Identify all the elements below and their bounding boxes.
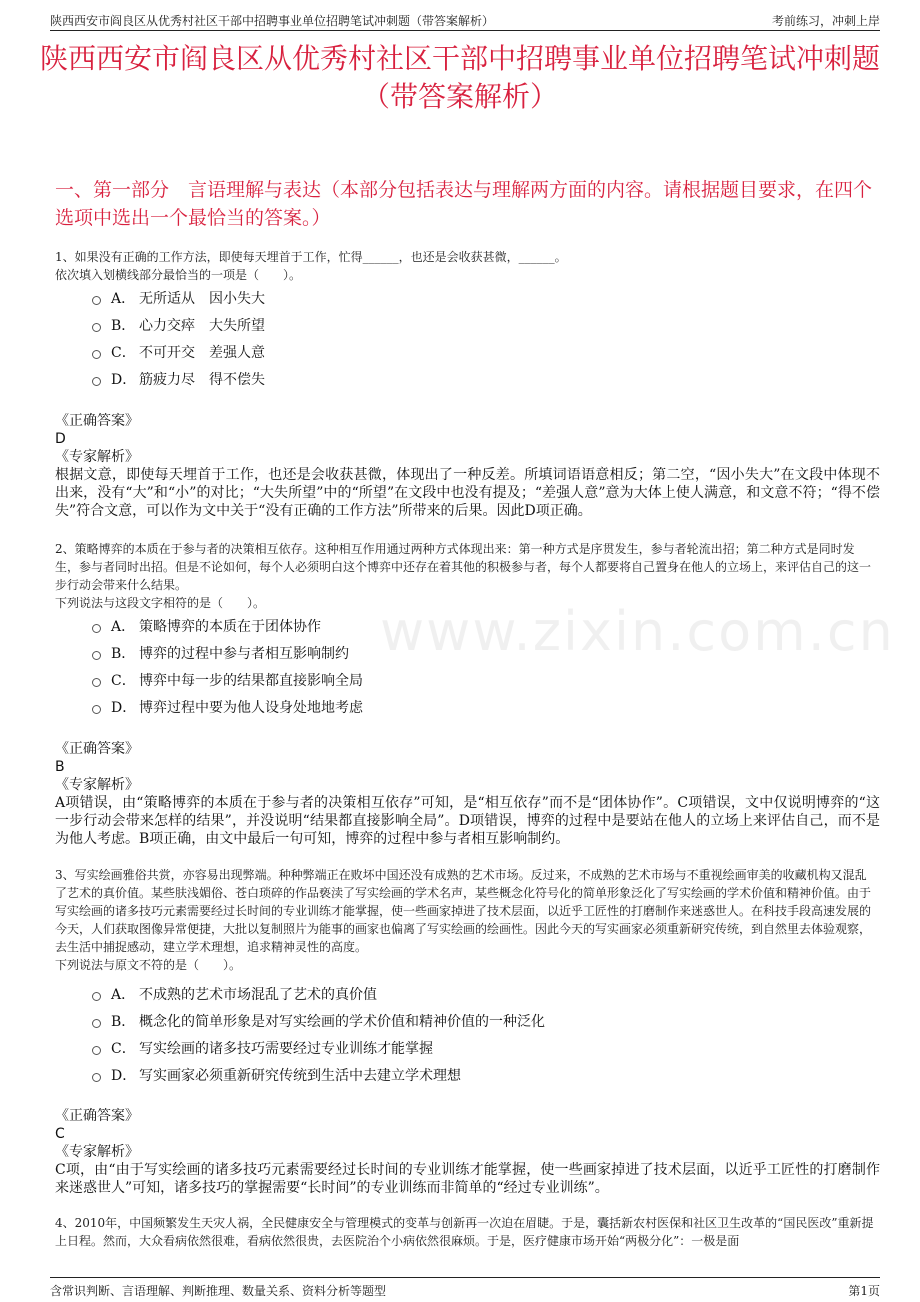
option-a[interactable] <box>92 612 875 639</box>
question-prompt: 下列说法与原文不符的是（ ）。 <box>55 958 242 972</box>
answer-label: 《正确答案》 <box>55 413 139 429</box>
radio-icon[interactable] <box>92 296 101 305</box>
answer-label: 《正确答案》 <box>55 1108 139 1124</box>
question-prompt: 依次填入划横线部分最恰当的一项是（ ）。 <box>55 268 302 282</box>
radio-icon[interactable] <box>92 624 101 633</box>
question-1-options <box>92 284 875 392</box>
question-1-answer-block <box>55 412 880 520</box>
question-1 <box>55 248 875 284</box>
option-text: 博弈中每一步的结果都直接影响全局 <box>139 672 363 689</box>
option-d[interactable] <box>92 1061 875 1088</box>
option-d[interactable] <box>92 365 875 392</box>
header-right-text: 考前练习，冲刺上岸 <box>771 14 880 28</box>
option-d[interactable] <box>92 693 875 720</box>
page-number: 第1页 <box>848 1284 880 1298</box>
option-letter: C． <box>111 1040 136 1057</box>
question-3-options <box>92 980 875 1088</box>
option-c[interactable] <box>92 338 875 365</box>
option-letter: D． <box>111 371 137 388</box>
option-b[interactable] <box>92 639 875 666</box>
question-stem: 4、2010年，中国频繁发生天灾人祸，全民健康安全与管理模式的变革与创新再一次迫在眉睫。于是，囊括新农村医保和社区卫生改革的“国民医改”重新提上日程。然而，大众看病依然很难，看病依然很贵，去医院治个小病依然很麻烦。于是，医疗健康市场开始“两极分化”：一极是面 <box>55 1216 874 1248</box>
option-letter: B． <box>111 645 136 662</box>
page-header <box>50 0 880 31</box>
option-a[interactable] <box>92 284 875 311</box>
option-c[interactable] <box>92 666 875 693</box>
option-a[interactable] <box>92 980 875 1007</box>
radio-icon[interactable] <box>92 651 101 660</box>
option-text: 写实绘画的诸多技巧需要经过专业训练才能掌握 <box>139 1040 433 1057</box>
option-letter: D． <box>111 1067 137 1084</box>
analysis-text: A项错误，由“策略博弈的本质在于参与者的决策相互依存”可知，是“相互依存”而不是“团体协作”。C项错误，文中仅说明博弈的“这一步行动会带来怎样的结果”，并没说明“结果都直接影响全局”。D项错误，博弈的过程中是要站在他人的立场上来评估自己，而不是为他人考虑。B项正确，由文中最后一句可知，博弈的过程中参与者相互影响制约。 <box>55 795 880 847</box>
question-stem: 1、如果没有正确的工作方法，即使每天埋首于工作，忙得______，也还是会收获甚微，______。 <box>55 250 567 264</box>
section-heading: 一、第一部分 言语理解与表达（本部分包括表达与理解两方面的内容。请根据题目要求，在四个选项中选出一个最恰当的答案。） <box>55 179 873 229</box>
option-text: 写实画家必须重新研究传统到生活中去建立学术理想 <box>139 1067 461 1084</box>
answer-value: C <box>55 1126 65 1142</box>
question-2-options <box>92 612 875 720</box>
option-text: 博弈过程中要为他人设身处地地考虑 <box>139 699 363 716</box>
radio-icon[interactable] <box>92 1019 101 1028</box>
option-text: 策略博弈的本质在于团体协作 <box>139 618 321 635</box>
analysis-text: 根据文意，即使每天埋首于工作，也还是会收获甚微，体现出了一种反差。所填词语语意相反；第二空，“因小失大”在文段中体现不出来，没有“大”和“小”的对比；“大失所望”中的“所望”在文段中也没有提及；“差强人意”意为大体上使人满意，和文意不符；“得不偿失”符合文意，可以作为文中关于“没有正确的工作方法”所带来的后果。因此D项正确。 <box>55 467 880 519</box>
radio-icon[interactable] <box>92 377 101 386</box>
option-b[interactable] <box>92 311 875 338</box>
question-prompt: 下列说法与这段文字相符的是（ ）。 <box>55 596 266 610</box>
option-text: 筋疲力尽 得不偿失 <box>139 371 265 388</box>
analysis-text: C项，由“由于写实绘画的诸多技巧元素需要经过长时间的专业训练才能掌握，使一些画家掉进了技术层面，以近乎工匠性的打磨制作来迷惑世人”可知，诸多技巧的掌握需要“长时间”的专业训练而非简单的“经过专业训练”。 <box>55 1162 880 1196</box>
radio-icon[interactable] <box>92 705 101 714</box>
option-text: 博弈的过程中参与者相互影响制约 <box>139 645 349 662</box>
option-text: 不成熟的艺术市场混乱了艺术的真价值 <box>139 986 377 1003</box>
option-letter: B． <box>111 317 136 334</box>
option-b[interactable] <box>92 1007 875 1034</box>
question-stem: 3、写实绘画雅俗共赏，亦容易出现弊端。种种弊端正在败坏中国还没有成熟的艺术市场。反过来，不成熟的艺术市场与不重视绘画审美的收藏机构又混乱了艺术的真价值。某些肤浅媚俗、苍白琐碎的作品亵渎了写实绘画的学术名声，某些概念化符号化的简单形象泛化了写实绘画的学术价值和精神价值。由于写实绘画的诸多技巧元素需要经过长时间的专业训练才能掌握，使一些画家掉进了技术层面，以近乎工匠性的打磨制作来迷惑世人。在科技手段高速发展的今天，人们获取图像异常便捷，大批以复制照片为能事的画家也偏离了写实绘画的绘画性。因此今天的写实画家必须重新研究传统，到自然里去体验观察，去生活中捕捉感动，建立学术理想，追求精神灵性的高度。 <box>55 868 872 954</box>
option-letter: B． <box>111 1013 136 1030</box>
answer-value: D <box>55 431 66 447</box>
option-text: 不可开交 差强人意 <box>139 344 265 361</box>
answer-value: B <box>55 759 65 775</box>
answer-label: 《正确答案》 <box>55 741 139 757</box>
radio-icon[interactable] <box>92 1046 101 1055</box>
option-text: 概念化的简单形象是对写实绘画的学术价值和精神价值的一种泛化 <box>139 1013 545 1030</box>
option-letter: A． <box>111 986 136 1003</box>
radio-icon[interactable] <box>92 992 101 1001</box>
radio-icon[interactable] <box>92 323 101 332</box>
header-left-text: 陕西西安市阎良区从优秀村社区干部中招聘事业单位招聘笔试冲刺题（带答案解析） <box>50 14 495 28</box>
option-letter: C． <box>111 344 136 361</box>
watermark: www.zixin.com.cn <box>380 600 895 663</box>
question-4 <box>55 1214 875 1258</box>
option-letter: A． <box>111 290 136 307</box>
page-footer <box>50 1277 880 1302</box>
analysis-label: 《专家解析》 <box>55 1144 139 1160</box>
radio-icon[interactable] <box>92 1073 101 1082</box>
analysis-label: 《专家解析》 <box>55 777 139 793</box>
question-stem: 2、策略博弈的本质在于参与者的决策相互依存。这种相互作用通过两种方式体现出来：第一种方式是序贯发生，参与者轮流出招；第二种方式是同时发生，参与者同时出招。但是不论如何，每个人必须明白这个博弈中还存在着其他的积极参与者，每个人都要将自己置身在他人的立场上，来评估自己的这一步行动会带来什么结果。 <box>55 542 872 592</box>
question-3-answer-block <box>55 1107 880 1197</box>
question-2-answer-block <box>55 740 880 848</box>
radio-icon[interactable] <box>92 678 101 687</box>
footer-left-text: 含常识判断、言语理解、判断推理、数量关系、资料分析等题型 <box>50 1284 387 1298</box>
option-text: 无所适从 因小失大 <box>139 290 265 307</box>
question-3 <box>55 866 875 974</box>
radio-icon[interactable] <box>92 350 101 359</box>
option-c[interactable] <box>92 1034 875 1061</box>
option-text: 心力交瘁 大失所望 <box>139 317 265 334</box>
document-title: 陕西西安市阎良区从优秀村社区干部中招聘事业单位招聘笔试冲刺题（带答案解析） <box>39 42 880 113</box>
option-letter: C． <box>111 672 136 689</box>
option-letter: A． <box>111 618 136 635</box>
option-letter: D． <box>111 699 137 716</box>
question-2 <box>55 540 875 612</box>
analysis-label: 《专家解析》 <box>55 449 139 465</box>
